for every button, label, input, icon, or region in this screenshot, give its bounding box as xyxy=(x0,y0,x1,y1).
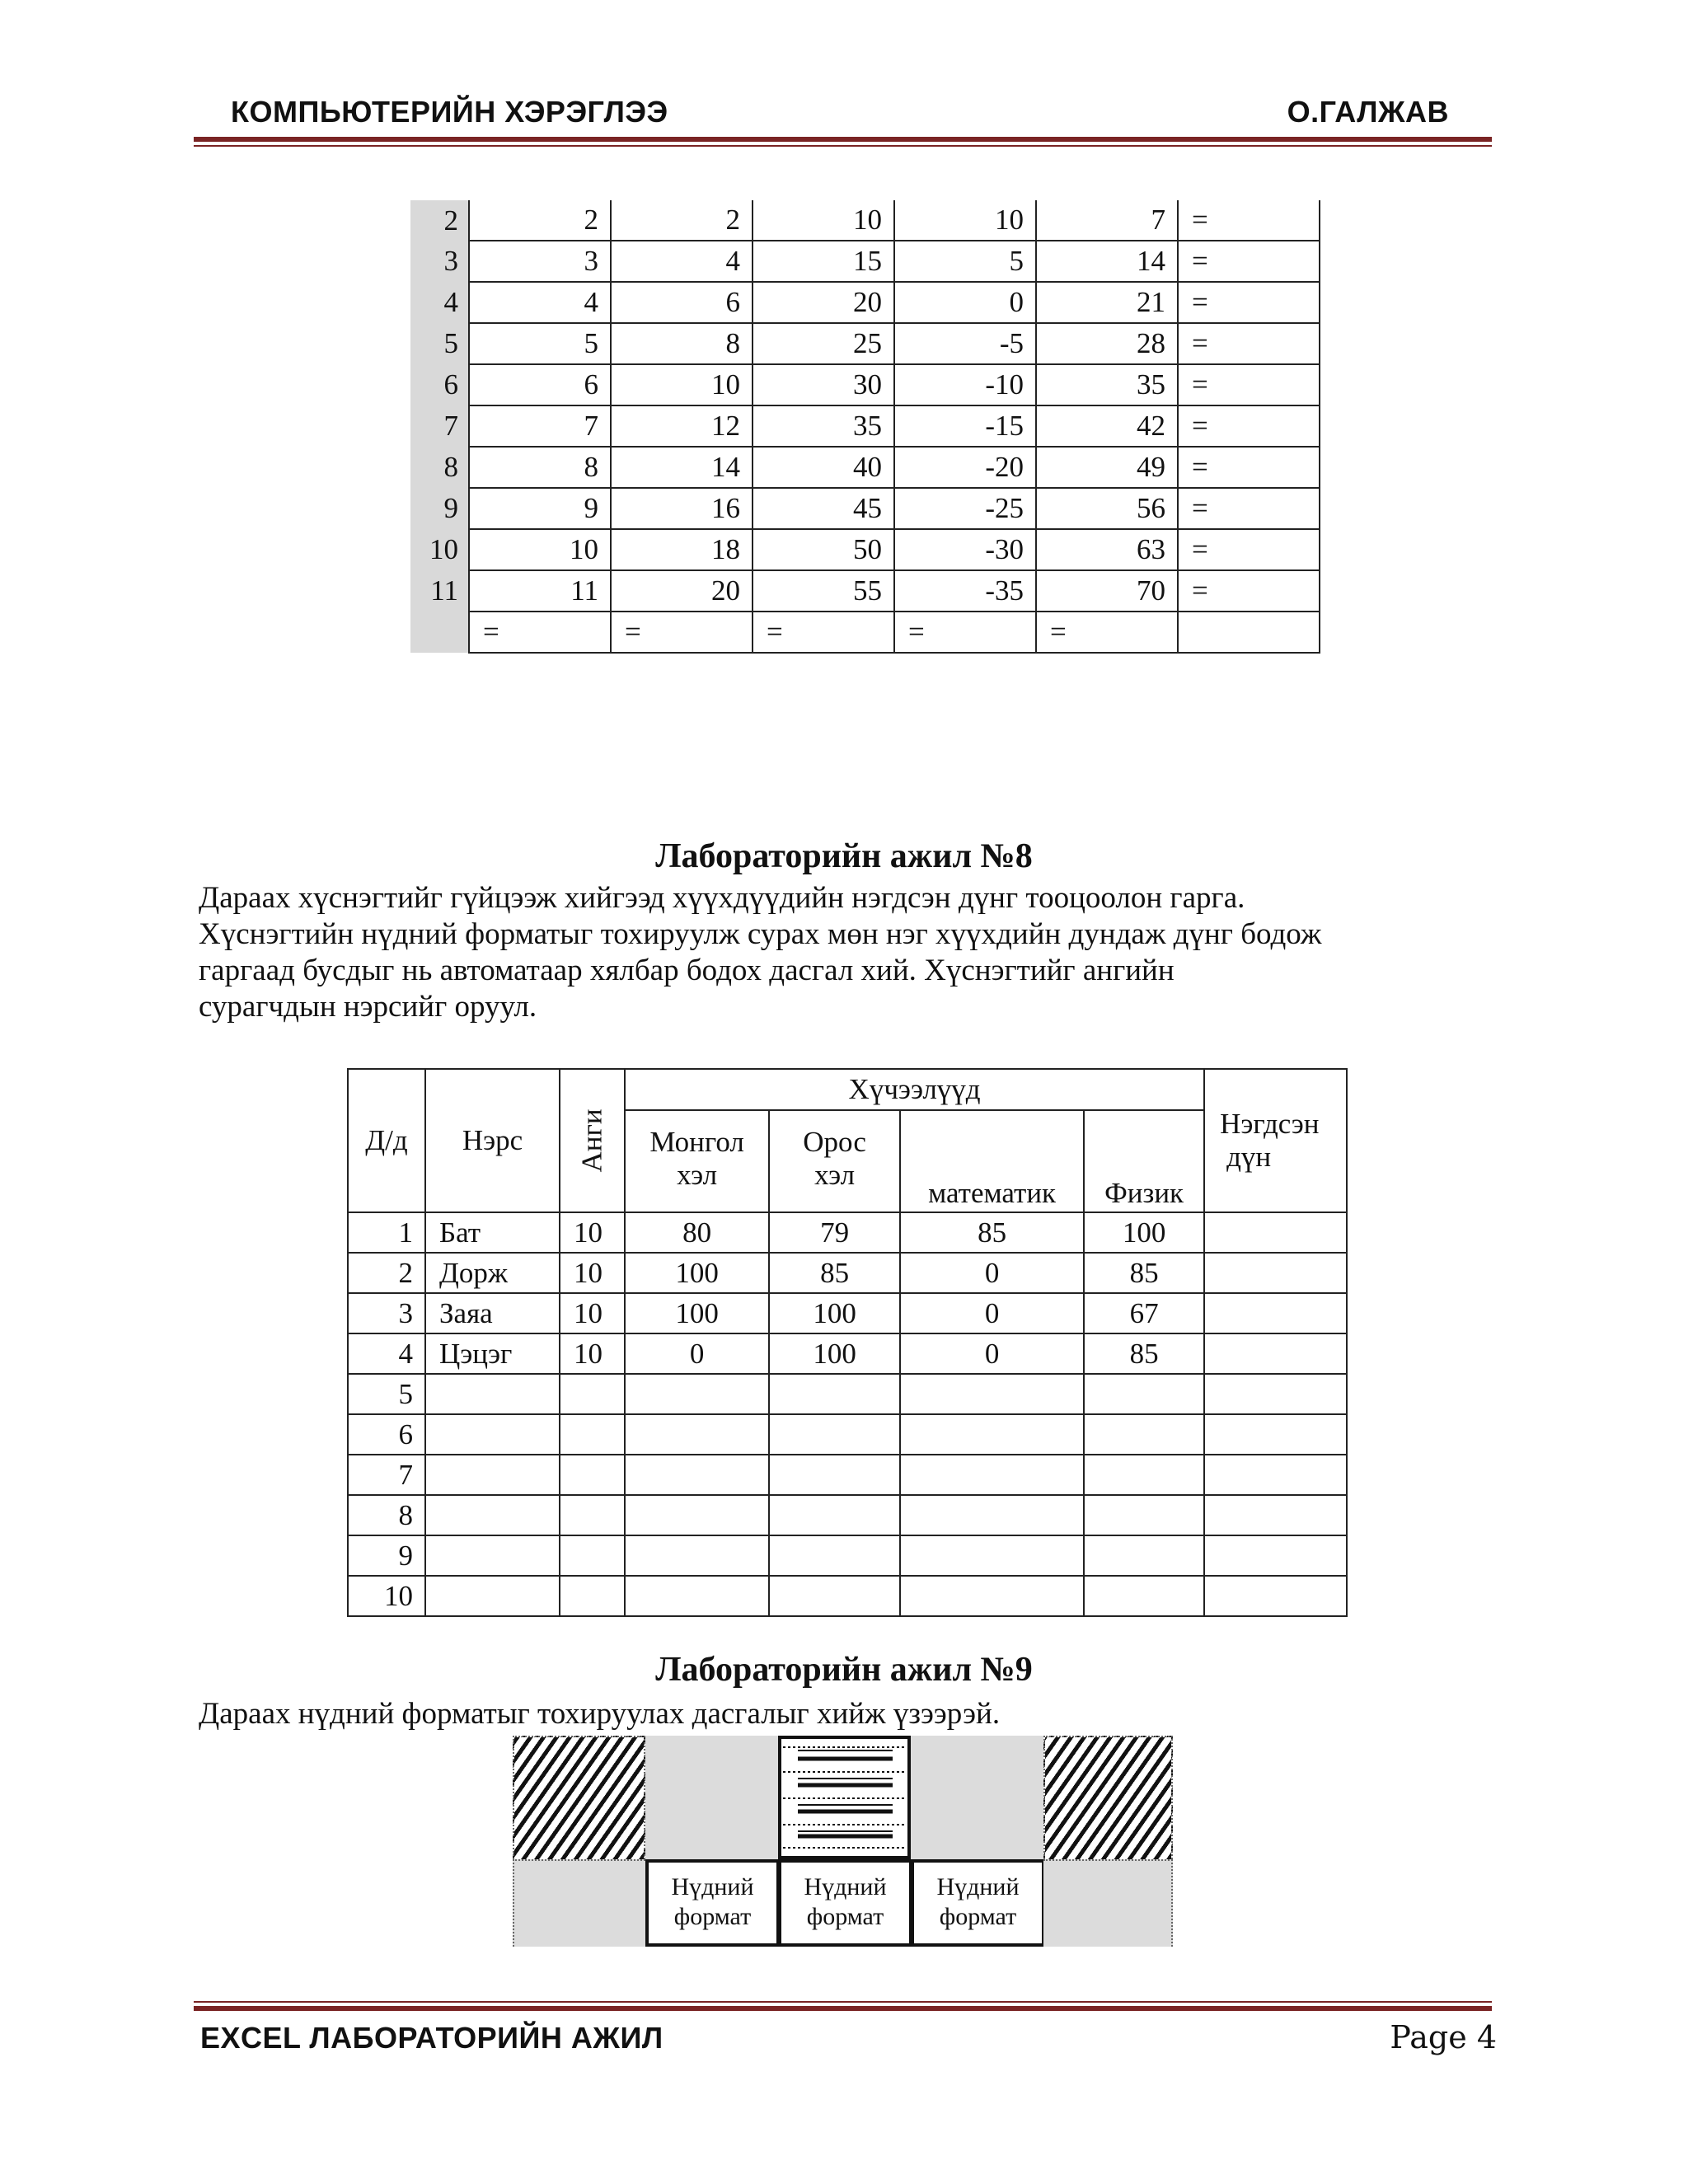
class-cell: 10 xyxy=(560,1253,625,1293)
value-cell: 20 xyxy=(753,282,894,323)
value-cell: 35 xyxy=(1036,364,1178,405)
header-author: О.ГАЛЖАВ xyxy=(1287,95,1449,129)
hatched-cell xyxy=(1043,1736,1173,1859)
math-score xyxy=(900,1576,1084,1616)
table-row xyxy=(348,1414,1347,1455)
value-cell: 4 xyxy=(611,241,753,282)
format-cell-line: формат xyxy=(806,1903,884,1930)
value-cell: 2 xyxy=(469,200,611,241)
value-cell: 16 xyxy=(611,488,753,529)
header-total-line: Нэгдсэн xyxy=(1220,1108,1320,1140)
table-row xyxy=(410,447,1320,488)
row-index: 1 xyxy=(348,1212,425,1253)
student-name xyxy=(425,1535,560,1576)
table-row xyxy=(410,488,1320,529)
mongol-score: 80 xyxy=(625,1212,769,1253)
math-score: 0 xyxy=(900,1293,1084,1333)
math-score xyxy=(900,1535,1084,1576)
value-cell: -5 xyxy=(894,323,1036,364)
lab8-line: Хүснэгтийн нүдний форматыг тохируулж сурах мөн нэг хүүхдийн дундаж дүнг бодож xyxy=(199,917,1322,951)
value-cell: 9 xyxy=(469,488,611,529)
lab8-line: гаргаад бусдыг нь автоматаар хялбар бодох дасгал хий. Хүснэгтийг ангийн xyxy=(199,954,1175,987)
phys-score xyxy=(1084,1374,1204,1414)
student-name: Дорж xyxy=(425,1253,560,1293)
grey-cell xyxy=(513,1859,645,1947)
table-row xyxy=(410,405,1320,447)
footer-rule xyxy=(194,2006,1492,2011)
format-cell xyxy=(778,1859,912,1947)
student-name: Цэцэг xyxy=(425,1333,560,1374)
header-phys: Физик xyxy=(1084,1110,1204,1212)
header-rule-thin xyxy=(194,145,1492,147)
total-score xyxy=(1204,1333,1347,1374)
value-cell: 55 xyxy=(753,570,894,612)
table-row xyxy=(348,1333,1347,1374)
value-cell: -10 xyxy=(894,364,1036,405)
table-row xyxy=(348,1212,1347,1253)
phys-score xyxy=(1084,1455,1204,1495)
value-cell: 3 xyxy=(469,241,611,282)
row-number: 2 xyxy=(410,200,469,241)
table-row xyxy=(348,1374,1347,1414)
row-number: 7 xyxy=(410,405,469,447)
phys-score xyxy=(1084,1535,1204,1576)
total-score xyxy=(1204,1535,1347,1576)
table-row xyxy=(348,1455,1347,1495)
page-number: Page 4 xyxy=(1390,2019,1497,2055)
oros-score: 85 xyxy=(769,1253,900,1293)
phys-score: 100 xyxy=(1084,1212,1204,1253)
value-cell: 42 xyxy=(1036,405,1178,447)
student-name: Бат xyxy=(425,1212,560,1253)
grey-cell xyxy=(911,1736,1043,1859)
value-cell: 49 xyxy=(1036,447,1178,488)
value-cell: 21 xyxy=(1036,282,1178,323)
value-cell: 5 xyxy=(469,323,611,364)
class-cell xyxy=(560,1535,625,1576)
phys-score: 85 xyxy=(1084,1253,1204,1293)
mongol-score xyxy=(625,1374,769,1414)
lab8-line: сурагчдын нэрсийг оруул. xyxy=(199,990,537,1024)
table-row xyxy=(410,282,1320,323)
oros-score xyxy=(769,1455,900,1495)
row-index: 7 xyxy=(348,1455,425,1495)
table-row xyxy=(348,1293,1347,1333)
equals-cell: = xyxy=(1178,241,1320,282)
header-oros-line: хэл xyxy=(814,1159,856,1191)
phys-score xyxy=(1084,1495,1204,1535)
row-index: 10 xyxy=(348,1576,425,1616)
class-cell xyxy=(560,1414,625,1455)
equals-cell: = xyxy=(611,612,753,653)
format-cell-line: формат xyxy=(673,1903,752,1930)
header-mongol-line: хэл xyxy=(677,1159,718,1191)
class-cell: 10 xyxy=(560,1212,625,1253)
math-score xyxy=(900,1495,1084,1535)
row-number: 3 xyxy=(410,241,469,282)
total-score xyxy=(1204,1253,1347,1293)
equals-cell: = xyxy=(1178,200,1320,241)
math-score xyxy=(900,1455,1084,1495)
value-cell: 35 xyxy=(753,405,894,447)
equals-cell: = xyxy=(1036,612,1178,653)
value-cell: -35 xyxy=(894,570,1036,612)
table-row-totals xyxy=(410,612,1320,653)
value-cell: 2 xyxy=(611,200,753,241)
table-row xyxy=(410,529,1320,570)
mongol-score: 0 xyxy=(625,1333,769,1374)
header-dd: Д/д xyxy=(348,1069,425,1212)
value-cell: 4 xyxy=(469,282,611,323)
format-cell-line: Нүдний xyxy=(804,1873,887,1900)
class-cell xyxy=(560,1455,625,1495)
mongol-score: 100 xyxy=(625,1293,769,1333)
equals-cell: = xyxy=(1178,282,1320,323)
format-cell-line: Нүдний xyxy=(936,1873,1020,1900)
oros-score: 100 xyxy=(769,1333,900,1374)
value-cell: 28 xyxy=(1036,323,1178,364)
value-cell: 8 xyxy=(469,447,611,488)
row-number xyxy=(410,612,469,653)
class-cell xyxy=(560,1576,625,1616)
lab9-description: Дараах нүдний форматыг тохируулах дасгалыг хийж үзээрэй. xyxy=(199,1697,1001,1731)
format-cell xyxy=(911,1859,1045,1947)
value-cell: 0 xyxy=(894,282,1036,323)
class-cell xyxy=(560,1374,625,1414)
empty-cell xyxy=(1178,612,1320,653)
equals-cell: = xyxy=(1178,405,1320,447)
table-row xyxy=(348,1535,1347,1576)
value-cell: 70 xyxy=(1036,570,1178,612)
table-row xyxy=(410,241,1320,282)
value-cell: 10 xyxy=(611,364,753,405)
value-cell: -30 xyxy=(894,529,1036,570)
value-cell: 25 xyxy=(753,323,894,364)
mongol-score xyxy=(625,1455,769,1495)
table-row xyxy=(410,323,1320,364)
lab9-title: Лабораторийн ажил №9 xyxy=(655,1651,1033,1689)
table-row xyxy=(348,1495,1347,1535)
phys-score: 67 xyxy=(1084,1293,1204,1333)
total-score xyxy=(1204,1293,1347,1333)
value-cell: 63 xyxy=(1036,529,1178,570)
row-index: 8 xyxy=(348,1495,425,1535)
value-cell: -20 xyxy=(894,447,1036,488)
value-cell: 40 xyxy=(753,447,894,488)
table-row xyxy=(348,1253,1347,1293)
mongol-score xyxy=(625,1576,769,1616)
student-name xyxy=(425,1576,560,1616)
row-index: 6 xyxy=(348,1414,425,1455)
value-cell: 14 xyxy=(611,447,753,488)
math-score: 0 xyxy=(900,1333,1084,1374)
header-class xyxy=(560,1069,625,1212)
table-row xyxy=(410,200,1320,241)
oros-score xyxy=(769,1495,900,1535)
value-cell: 20 xyxy=(611,570,753,612)
phys-score: 85 xyxy=(1084,1333,1204,1374)
math-score: 85 xyxy=(900,1212,1084,1253)
lab8-line: Дараах хүснэгтийг гүйцээж хийгээд хүүхдүүдийн нэгдсэн дүнг тооцоолон гарга. xyxy=(199,881,1245,915)
format-cell-line: Нүдний xyxy=(671,1873,754,1900)
header-oros xyxy=(769,1110,900,1212)
student-name xyxy=(425,1495,560,1535)
value-cell: 11 xyxy=(469,570,611,612)
value-cell: 8 xyxy=(611,323,753,364)
row-number: 5 xyxy=(410,323,469,364)
math-score xyxy=(900,1374,1084,1414)
row-number: 10 xyxy=(410,529,469,570)
mongol-score xyxy=(625,1495,769,1535)
total-score xyxy=(1204,1212,1347,1253)
value-cell: 10 xyxy=(753,200,894,241)
math-score: 0 xyxy=(900,1253,1084,1293)
student-name xyxy=(425,1414,560,1455)
equals-cell: = xyxy=(1178,364,1320,405)
math-score xyxy=(900,1414,1084,1455)
header-title: КОМПЬЮТЕРИЙН ХЭРЭГЛЭЭ xyxy=(231,95,668,129)
footer-title: EXCEL ЛАБОРАТОРИЙН АЖИЛ xyxy=(200,2021,663,2055)
header-oros-line: Орос xyxy=(803,1126,866,1158)
value-cell: 56 xyxy=(1036,488,1178,529)
calculation-table xyxy=(410,200,1320,654)
row-index: 9 xyxy=(348,1535,425,1576)
hatched-cell xyxy=(513,1736,645,1859)
value-cell: 5 xyxy=(894,241,1036,282)
value-cell: 7 xyxy=(1036,200,1178,241)
row-index: 2 xyxy=(348,1253,425,1293)
equals-cell: = xyxy=(469,612,611,653)
row-index: 4 xyxy=(348,1333,425,1374)
equals-cell: = xyxy=(1178,488,1320,529)
header-total-line: дүн xyxy=(1226,1141,1272,1173)
row-number: 9 xyxy=(410,488,469,529)
value-cell: 15 xyxy=(753,241,894,282)
lab8-description xyxy=(199,880,1321,1025)
oros-score: 100 xyxy=(769,1293,900,1333)
total-score xyxy=(1204,1495,1347,1535)
value-cell: 6 xyxy=(611,282,753,323)
class-cell xyxy=(560,1495,625,1535)
row-number: 6 xyxy=(410,364,469,405)
row-number: 11 xyxy=(410,570,469,612)
table-row xyxy=(348,1576,1347,1616)
header-mongol-line: Монгол xyxy=(649,1126,744,1158)
value-cell: 30 xyxy=(753,364,894,405)
value-cell: 50 xyxy=(753,529,894,570)
value-cell: 7 xyxy=(469,405,611,447)
student-name: Заяа xyxy=(425,1293,560,1333)
row-index: 5 xyxy=(348,1374,425,1414)
header-math: математик xyxy=(900,1110,1084,1212)
value-cell: 10 xyxy=(894,200,1036,241)
oros-score xyxy=(769,1374,900,1414)
row-number: 4 xyxy=(410,282,469,323)
value-cell: 6 xyxy=(469,364,611,405)
value-cell: 12 xyxy=(611,405,753,447)
oros-score: 79 xyxy=(769,1212,900,1253)
footer-rule-thin xyxy=(194,2001,1492,2003)
class-cell: 10 xyxy=(560,1293,625,1333)
mongol-score xyxy=(625,1414,769,1455)
header-name: Нэрс xyxy=(425,1069,560,1212)
header-mongol xyxy=(625,1110,769,1212)
equals-cell: = xyxy=(1178,323,1320,364)
oros-score xyxy=(769,1414,900,1455)
total-score xyxy=(1204,1576,1347,1616)
striped-lines-icon xyxy=(781,1739,907,1856)
cell-format-diagram xyxy=(513,1736,1173,1947)
student-name xyxy=(425,1455,560,1495)
oros-score xyxy=(769,1535,900,1576)
oros-score xyxy=(769,1576,900,1616)
header-total xyxy=(1204,1069,1347,1212)
row-number: 8 xyxy=(410,447,469,488)
student-name xyxy=(425,1374,560,1414)
total-score xyxy=(1204,1455,1347,1495)
format-cell xyxy=(645,1859,780,1947)
phys-score xyxy=(1084,1576,1204,1616)
equals-cell: = xyxy=(753,612,894,653)
value-cell: -15 xyxy=(894,405,1036,447)
header-subjects: Хүчээлүүд xyxy=(625,1069,1204,1110)
value-cell: 14 xyxy=(1036,241,1178,282)
grey-cell xyxy=(645,1736,778,1859)
striped-cell xyxy=(778,1736,911,1859)
equals-cell: = xyxy=(1178,529,1320,570)
mongol-score: 100 xyxy=(625,1253,769,1293)
header-class-label: Анги xyxy=(575,1108,608,1173)
grey-cell xyxy=(1043,1859,1173,1947)
value-cell: 18 xyxy=(611,529,753,570)
total-score xyxy=(1204,1414,1347,1455)
header-rule xyxy=(194,137,1492,142)
equals-cell: = xyxy=(1178,570,1320,612)
value-cell: 10 xyxy=(469,529,611,570)
lab8-title: Лабораторийн ажил №8 xyxy=(655,837,1033,875)
total-score xyxy=(1204,1374,1347,1414)
value-cell: 45 xyxy=(753,488,894,529)
class-cell: 10 xyxy=(560,1333,625,1374)
phys-score xyxy=(1084,1414,1204,1455)
student-grades-table xyxy=(347,1068,1348,1617)
value-cell: -25 xyxy=(894,488,1036,529)
table-row xyxy=(410,570,1320,612)
table-row xyxy=(410,364,1320,405)
mongol-score xyxy=(625,1535,769,1576)
row-index: 3 xyxy=(348,1293,425,1333)
format-cell-line: формат xyxy=(939,1903,1017,1930)
equals-cell: = xyxy=(894,612,1036,653)
equals-cell: = xyxy=(1178,447,1320,488)
